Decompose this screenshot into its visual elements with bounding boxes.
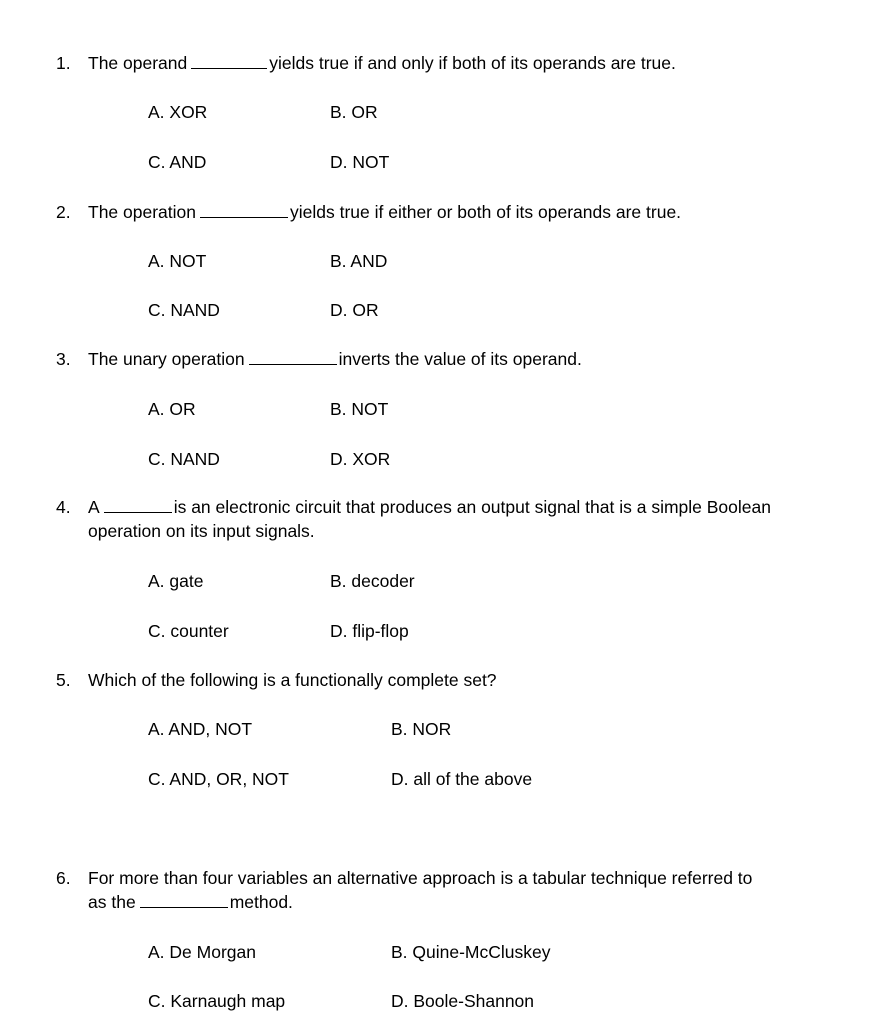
question-number: 4.: [56, 497, 71, 517]
question-stem: Which of the following is a functionally complete set?: [88, 670, 497, 690]
question-stem-line2: [88, 891, 293, 913]
option-a[interactable]: A. AND, NOT: [148, 719, 253, 739]
option-c[interactable]: C. Karnaugh map: [148, 991, 286, 1011]
option-b[interactable]: B. AND: [330, 251, 388, 271]
question-stem: [88, 52, 676, 74]
stem-text: method.: [229, 892, 293, 912]
option-c[interactable]: C. NAND: [148, 300, 220, 320]
stem-text: yields true if and only if both of its operands are true.: [269, 53, 676, 73]
option-b[interactable]: B. NOT: [330, 399, 389, 419]
option-b[interactable]: B. Quine-McCluskey: [391, 942, 551, 962]
question-stem: For more than four variables an alternative approach is a tabular technique referred to: [88, 868, 753, 888]
option-d[interactable]: D. NOT: [330, 152, 390, 172]
option-c[interactable]: C. AND, OR, NOT: [148, 769, 289, 789]
question-stem: [88, 496, 771, 518]
stem-text: The operand: [88, 53, 188, 73]
stem-text: The operation: [88, 202, 196, 222]
question-number: 3.: [56, 349, 71, 369]
answer-blank: [249, 349, 337, 365]
stem-text: A: [88, 497, 100, 517]
stem-text: inverts the value of its operand.: [338, 349, 582, 369]
option-a[interactable]: A. XOR: [148, 102, 208, 122]
option-c[interactable]: C. AND: [148, 152, 207, 172]
option-a[interactable]: A. OR: [148, 399, 196, 419]
option-d[interactable]: D. flip-flop: [330, 621, 409, 641]
option-b[interactable]: B. decoder: [330, 571, 415, 591]
question-number: 6.: [56, 868, 71, 888]
stem-text: yields true if either or both of its operands are true.: [290, 202, 682, 222]
stem-text: is an electronic circuit that produces an output signal that is a simple Boolean: [173, 497, 771, 517]
option-d[interactable]: D. XOR: [330, 449, 391, 469]
option-d[interactable]: D. OR: [330, 300, 379, 320]
question-number: 2.: [56, 202, 71, 222]
option-c[interactable]: C. NAND: [148, 449, 220, 469]
answer-blank: [191, 53, 267, 69]
option-d[interactable]: D. all of the above: [391, 769, 533, 789]
option-a[interactable]: A. NOT: [148, 251, 207, 271]
answer-blank: [140, 892, 228, 908]
option-b[interactable]: B. OR: [330, 102, 378, 122]
option-d[interactable]: D. Boole-Shannon: [391, 991, 535, 1011]
stem-text: The unary operation: [88, 349, 245, 369]
question-stem: [88, 201, 681, 223]
question-stem: [88, 348, 582, 370]
option-b[interactable]: B. NOR: [391, 719, 452, 739]
option-c[interactable]: C. counter: [148, 621, 229, 641]
stem-text: as the: [88, 892, 136, 912]
question-stem-line2: operation on its input signals.: [88, 521, 315, 541]
question-number: 1.: [56, 53, 71, 73]
answer-blank: [104, 497, 172, 513]
option-a[interactable]: A. gate: [148, 571, 204, 591]
answer-blank: [200, 202, 288, 218]
question-number: 5.: [56, 670, 71, 690]
option-a[interactable]: A. De Morgan: [148, 942, 256, 962]
